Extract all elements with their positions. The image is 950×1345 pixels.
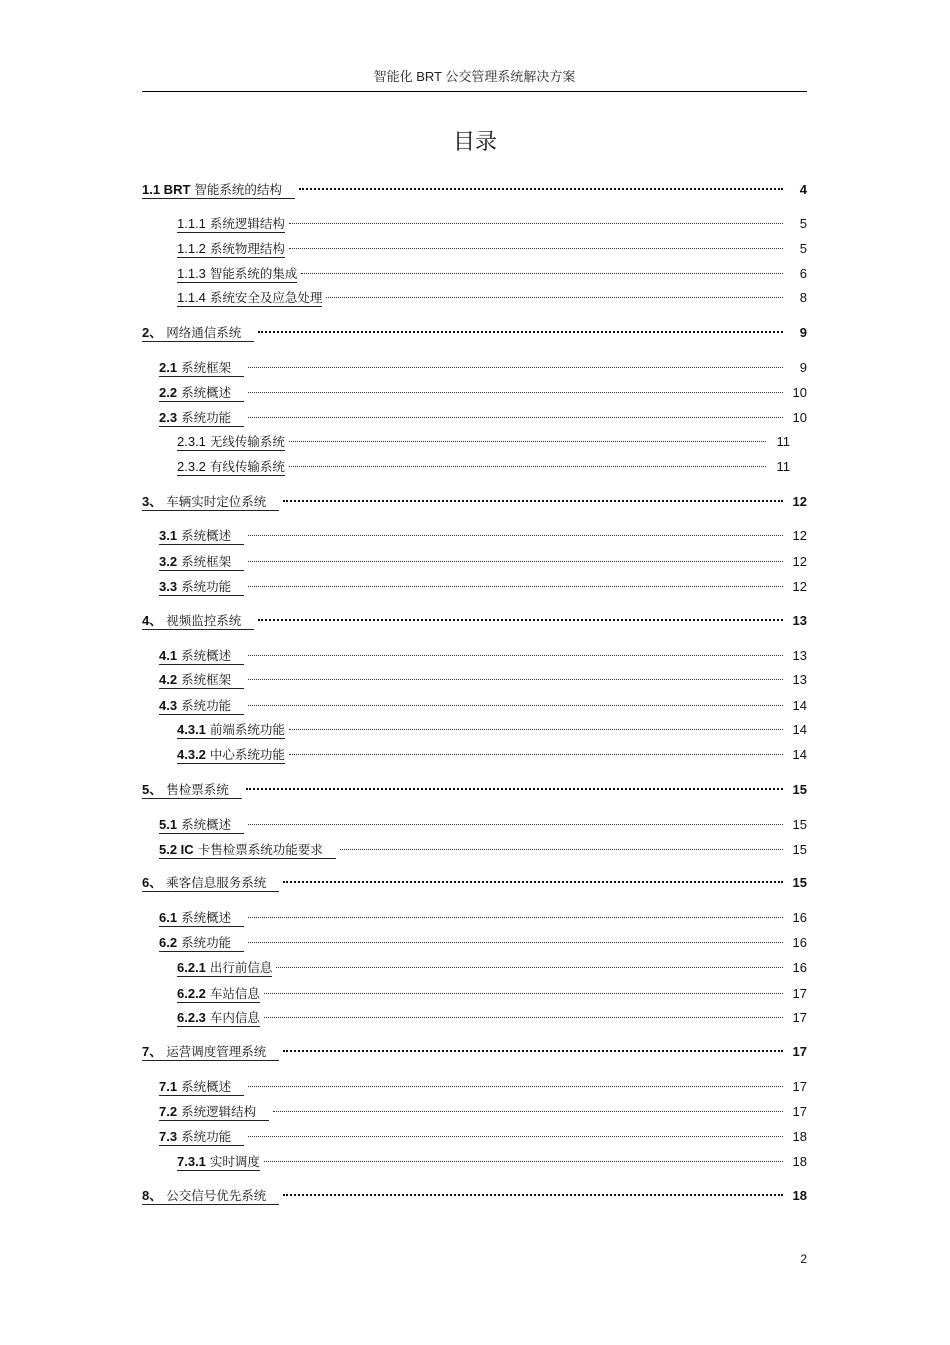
- toc-entry-text: 系统功能: [181, 1129, 232, 1144]
- toc-entry-label: [177, 266, 297, 283]
- toc-entry-page: 13: [792, 613, 807, 628]
- toc-entry[interactable]: [142, 1186, 807, 1206]
- toc-entry-number: 7、: [142, 1044, 163, 1059]
- toc-entry[interactable]: [159, 908, 807, 928]
- toc-entry-underline-pad: [266, 875, 279, 890]
- toc-dot-leader: [289, 466, 766, 467]
- toc-entry-number: 1.1.4: [177, 290, 206, 305]
- toc-entry[interactable]: [177, 745, 807, 765]
- toc-entry-page: 13: [792, 648, 807, 663]
- toc-entry-label: [159, 554, 244, 571]
- toc-entry-number: 2.3.2: [177, 459, 206, 474]
- toc-entry-text: 系统功能: [181, 410, 232, 425]
- toc-entry-number: 1.1.1: [177, 216, 206, 231]
- toc-dot-leader: [276, 967, 783, 968]
- toc-entry[interactable]: [177, 239, 807, 259]
- toc-entry-label: [159, 1104, 269, 1121]
- toc-entry-number: 7.3.1: [177, 1154, 206, 1169]
- toc-entry-underline-pad: [266, 1188, 279, 1203]
- toc-entry-label: [142, 1188, 279, 1205]
- toc-entry[interactable]: [159, 670, 807, 690]
- toc-entry-underline-pad: [231, 817, 244, 832]
- toc-entry-number: 4、: [142, 613, 163, 628]
- toc-entry[interactable]: [177, 214, 807, 234]
- toc-entry-label: [177, 722, 285, 739]
- toc-entry-label: [142, 613, 254, 630]
- toc-entry-number: 3.1: [159, 528, 178, 543]
- toc-entry-number: 1.1.2: [177, 241, 206, 256]
- toc-entry-text: 系统框架: [181, 672, 232, 687]
- toc-dot-leader: [248, 942, 783, 943]
- toc-entry-page: 16: [792, 935, 807, 950]
- toc-entry[interactable]: [159, 1127, 807, 1147]
- toc-dot-leader: [248, 535, 783, 536]
- toc-entry-text: 卡售检票系统功能要求: [197, 842, 323, 857]
- toc-entry-label: [177, 1010, 260, 1027]
- toc-entry-text: 车辆实时定位系统: [166, 494, 267, 509]
- toc-entry-label: [177, 434, 285, 451]
- page-number: 2: [800, 1252, 807, 1266]
- toc-entry[interactable]: [142, 323, 807, 343]
- toc-entry-text: 系统框架: [181, 360, 232, 375]
- toc-dot-leader: [299, 188, 783, 190]
- toc-entry-page: 14: [792, 698, 807, 713]
- toc-entry-text: 系统概述: [181, 648, 232, 663]
- toc-entry-label: [159, 1129, 244, 1146]
- toc-entry-underline-pad: [231, 1079, 244, 1094]
- toc-entry-text: 乘客信息服务系统: [166, 875, 267, 890]
- toc-entry-label: [159, 817, 244, 834]
- toc-entry-text: 中心系统功能: [209, 747, 285, 762]
- toc-dot-leader: [264, 1161, 783, 1162]
- toc-entry-text: 视频监控系统: [166, 613, 242, 628]
- toc-entry-number: 6.2.1: [177, 960, 206, 975]
- toc-entry-page: 14: [792, 747, 807, 762]
- toc-entry-underline-pad: [241, 613, 254, 628]
- toc-entry[interactable]: [142, 780, 807, 800]
- toc-entry-text: 售检票系统: [166, 782, 229, 797]
- toc-entry-number: 2、: [142, 325, 163, 340]
- toc-entry-text: 车站信息: [209, 986, 260, 1001]
- toc-entry-number: 7.1: [159, 1079, 178, 1094]
- toc-entry-number: 3.2: [159, 554, 178, 569]
- toc-title: 目录: [452, 130, 497, 155]
- toc-entry-text: 智能系统的结构: [194, 182, 282, 197]
- toc-entry-text: 系统概述: [181, 385, 232, 400]
- toc-dot-leader: [264, 993, 783, 994]
- toc-entry-label: [142, 325, 254, 342]
- toc-dot-leader: [301, 273, 783, 274]
- toc-dot-leader: [246, 788, 783, 790]
- toc-entry-number: 7.2: [159, 1104, 178, 1119]
- toc-entry-underline-pad: [231, 579, 244, 594]
- toc-entry-number: 6.2.2: [177, 986, 206, 1001]
- toc-entry-text: 系统概述: [181, 817, 232, 832]
- toc-dot-leader: [289, 441, 766, 442]
- toc-entry-number: 2.3: [159, 410, 178, 425]
- page-header: 智能化 BRT 公交管理系统解决方案: [373, 69, 576, 84]
- toc-entry-label: [177, 241, 285, 258]
- toc-entry-label: [177, 459, 285, 476]
- toc-entry-underline-pad: [231, 698, 244, 713]
- toc-entry-number: 5.1: [159, 817, 178, 832]
- toc-entry[interactable]: [159, 933, 807, 953]
- toc-dot-leader: [248, 417, 783, 418]
- toc-dot-leader: [283, 1050, 783, 1052]
- toc-entry[interactable]: [177, 432, 790, 452]
- toc-entry-page: 12: [792, 579, 807, 594]
- toc-entry-number: 2.2: [159, 385, 178, 400]
- toc-entry-page: 16: [792, 960, 807, 975]
- toc-entry-number: 4.1: [159, 648, 178, 663]
- toc-dot-leader: [258, 331, 783, 333]
- toc-entry[interactable]: [177, 1152, 807, 1172]
- toc-entry[interactable]: [159, 408, 807, 428]
- toc-dot-leader: [248, 586, 783, 587]
- toc-dot-leader: [264, 1017, 783, 1018]
- toc-entry-page: 15: [792, 782, 807, 797]
- toc-entry-text: 系统安全及应急处理: [209, 290, 323, 305]
- toc-entry-underline-pad: [266, 494, 279, 509]
- toc-entry[interactable]: [159, 577, 807, 597]
- toc-entry-number: 6、: [142, 875, 163, 890]
- toc-entry[interactable]: [159, 1102, 807, 1122]
- toc-entry-underline-pad: [231, 410, 244, 425]
- toc-entry[interactable]: [177, 264, 807, 284]
- toc-entry-label: [177, 216, 285, 233]
- toc-entry-label: [142, 782, 242, 799]
- toc-entry-underline-pad: [231, 935, 244, 950]
- toc-entry-underline-pad: [231, 528, 244, 543]
- toc-entry-number: 1.1.3: [177, 266, 206, 281]
- toc-entry-text: 系统概述: [181, 1079, 232, 1094]
- toc-entry[interactable]: [177, 457, 790, 477]
- toc-entry-text: 运营调度管理系统: [166, 1044, 267, 1059]
- toc-dot-leader: [326, 297, 783, 298]
- toc-entry-underline-pad: [231, 672, 244, 687]
- toc-entry-page: 15: [792, 842, 807, 857]
- toc-dot-leader: [248, 824, 783, 825]
- toc-dot-leader: [248, 679, 783, 680]
- toc-entry-underline-pad: [231, 1129, 244, 1144]
- toc-entry-number: 6.2: [159, 935, 178, 950]
- toc-entry-label: [159, 910, 244, 927]
- toc-entry-underline-pad: [231, 554, 244, 569]
- toc-dot-leader: [258, 619, 783, 621]
- toc-dot-leader: [340, 849, 783, 850]
- toc-entry-number: 6.2.3: [177, 1010, 206, 1025]
- toc-entry-label: [159, 672, 244, 689]
- toc-entry[interactable]: [159, 552, 807, 572]
- toc-entry[interactable]: [159, 815, 807, 835]
- toc-entry-text: 系统物理结构: [209, 241, 285, 256]
- toc-entry-text: 有线传输系统: [209, 459, 285, 474]
- toc-entry-text: 无线传输系统: [209, 434, 285, 449]
- toc-entry[interactable]: [177, 1008, 807, 1028]
- toc-entry-label: [159, 360, 244, 377]
- toc-entry-page: 18: [792, 1154, 807, 1169]
- toc-entry-text: 网络通信系统: [166, 325, 242, 340]
- toc-dot-leader: [248, 561, 783, 562]
- toc-dot-leader: [248, 917, 783, 918]
- toc-entry[interactable]: [142, 873, 807, 893]
- toc-entry-page: 12: [792, 494, 807, 509]
- toc-entry-page: 17: [792, 1104, 807, 1119]
- toc-entry[interactable]: [142, 611, 807, 631]
- toc-entry[interactable]: [177, 720, 807, 740]
- toc-entry-page: 17: [792, 986, 807, 1001]
- toc-dot-leader: [289, 729, 783, 730]
- toc-entry-text: 系统概述: [181, 528, 232, 543]
- toc-entry-number: 2.1: [159, 360, 178, 375]
- toc-entry-label: [159, 935, 244, 952]
- toc-entry[interactable]: [159, 526, 807, 546]
- toc-entry-underline-pad: [231, 360, 244, 375]
- toc-dot-leader: [283, 500, 783, 502]
- toc-entry-page: 18: [792, 1188, 807, 1203]
- toc-entry[interactable]: [142, 492, 807, 512]
- toc-entry-underline-pad: [231, 385, 244, 400]
- toc-entry-label: [177, 986, 260, 1003]
- toc-dot-leader: [248, 655, 783, 656]
- toc-entry-label: [177, 1154, 260, 1171]
- toc-dot-leader: [289, 248, 783, 249]
- toc-entry-page: 9: [799, 360, 807, 375]
- toc-entry-page: 8: [799, 290, 807, 305]
- toc-dot-leader: [283, 1194, 783, 1196]
- toc-entry-page: 15: [792, 817, 807, 832]
- toc-entry-label: [142, 182, 295, 199]
- toc-entry-page: 5: [799, 216, 807, 231]
- toc-entry-label: [159, 698, 244, 715]
- toc-entry[interactable]: [177, 984, 807, 1004]
- toc-entry-label: [159, 842, 336, 859]
- toc-entry-text: 公交信号优先系统: [166, 1188, 267, 1203]
- toc-entry-label: [159, 1079, 244, 1096]
- toc-entry-text: 系统逻辑结构: [181, 1104, 257, 1119]
- toc-entry-label: [159, 410, 244, 427]
- toc-entry-label: [177, 960, 272, 977]
- toc-dot-leader: [283, 881, 783, 883]
- toc-entry-underline-pad: [231, 648, 244, 663]
- toc-dot-leader: [248, 392, 783, 393]
- toc-entry[interactable]: [177, 288, 807, 308]
- toc-entry-number: 8、: [142, 1188, 163, 1203]
- toc-entry-text: 系统功能: [181, 579, 232, 594]
- toc-entry-page: 12: [792, 554, 807, 569]
- toc-entry-number: 3.3: [159, 579, 178, 594]
- toc-entry-label: [142, 494, 279, 511]
- toc-entry-text: 前端系统功能: [209, 722, 285, 737]
- toc-dot-leader: [248, 1086, 783, 1087]
- toc-entry-label: [142, 1044, 279, 1061]
- toc-entry-underline-pad: [231, 910, 244, 925]
- toc-entry-page: 16: [792, 910, 807, 925]
- toc-dot-leader: [248, 705, 783, 706]
- toc-entry[interactable]: [142, 1042, 807, 1062]
- toc-entry-page: 9: [799, 325, 807, 340]
- toc-entry-label: [159, 579, 244, 596]
- toc-entry-underline-pad: [323, 842, 336, 857]
- toc-entry-text: 实时调度: [209, 1154, 260, 1169]
- toc-entry-page: 17: [792, 1079, 807, 1094]
- toc-entry-page: 13: [792, 672, 807, 687]
- toc-entry-number: 4.2: [159, 672, 178, 687]
- toc-dot-leader: [289, 223, 783, 224]
- toc-entry-label: [159, 528, 244, 545]
- toc-entry[interactable]: [159, 1077, 807, 1097]
- toc-entry-text: 出行前信息: [209, 960, 273, 975]
- toc-entry-text: 系统概述: [181, 910, 232, 925]
- toc-entry-text: 系统功能: [181, 935, 232, 950]
- toc-dot-leader: [273, 1111, 783, 1112]
- toc-entry[interactable]: [142, 180, 807, 200]
- toc-entry[interactable]: [159, 646, 807, 666]
- toc-entry-page: 11: [776, 459, 790, 474]
- toc-entry-number: 5、: [142, 782, 163, 797]
- toc-entry-page: 18: [792, 1129, 807, 1144]
- toc-entry-text: 智能系统的集成: [209, 266, 298, 281]
- toc-entry-page: 6: [799, 266, 807, 281]
- toc-entry-page: 5: [799, 241, 807, 256]
- toc-entry-page: 12: [792, 528, 807, 543]
- toc-entry-underline-pad: [256, 1104, 269, 1119]
- toc-entry-number: 2.3.1: [177, 434, 206, 449]
- toc-entry-number: 4.3.1: [177, 722, 206, 737]
- toc-entry-page: 10: [792, 385, 807, 400]
- toc-dot-leader: [289, 754, 783, 755]
- toc-entry-number: 7.3: [159, 1129, 178, 1144]
- toc-dot-leader: [248, 1136, 783, 1137]
- toc-entry-underline-pad: [241, 325, 254, 340]
- toc-entry-page: 17: [792, 1010, 807, 1025]
- toc-entry[interactable]: [159, 358, 807, 378]
- toc-entry-page: 4: [799, 182, 807, 197]
- toc-entry[interactable]: [159, 840, 807, 860]
- toc-entry-number: 5.2 IC: [159, 842, 194, 857]
- toc-entry-label: [159, 648, 244, 665]
- toc-entry-text: 车内信息: [209, 1010, 260, 1025]
- toc-entry-page: 14: [792, 722, 807, 737]
- toc-entry-label: [142, 875, 279, 892]
- toc-entry-number: 6.1: [159, 910, 178, 925]
- toc-entry-underline-pad: [282, 182, 295, 197]
- toc-entry[interactable]: [159, 696, 807, 716]
- toc-entry-number: 4.3: [159, 698, 178, 713]
- toc-entry-number: 3、: [142, 494, 163, 509]
- toc-entry-text: 系统框架: [181, 554, 232, 569]
- toc-entry-text: 系统功能: [181, 698, 232, 713]
- toc-entry-page: 17: [792, 1044, 807, 1059]
- toc-entry[interactable]: [159, 383, 807, 403]
- toc-entry-page: 10: [792, 410, 807, 425]
- toc-entry-underline-pad: [266, 1044, 279, 1059]
- toc-entry-number: 1.1 BRT: [142, 182, 191, 197]
- toc-entry-underline-pad: [229, 782, 242, 797]
- toc-entry[interactable]: [177, 958, 807, 978]
- toc-entry-text: 系统逻辑结构: [209, 216, 285, 231]
- toc-entry-label: [177, 747, 285, 764]
- toc-entry-label: [177, 290, 322, 307]
- toc-entry-page: 11: [776, 434, 790, 449]
- toc-entry-page: 15: [792, 875, 807, 890]
- toc-dot-leader: [248, 367, 783, 368]
- toc-entry-label: [159, 385, 244, 402]
- toc-entry-number: 4.3.2: [177, 747, 206, 762]
